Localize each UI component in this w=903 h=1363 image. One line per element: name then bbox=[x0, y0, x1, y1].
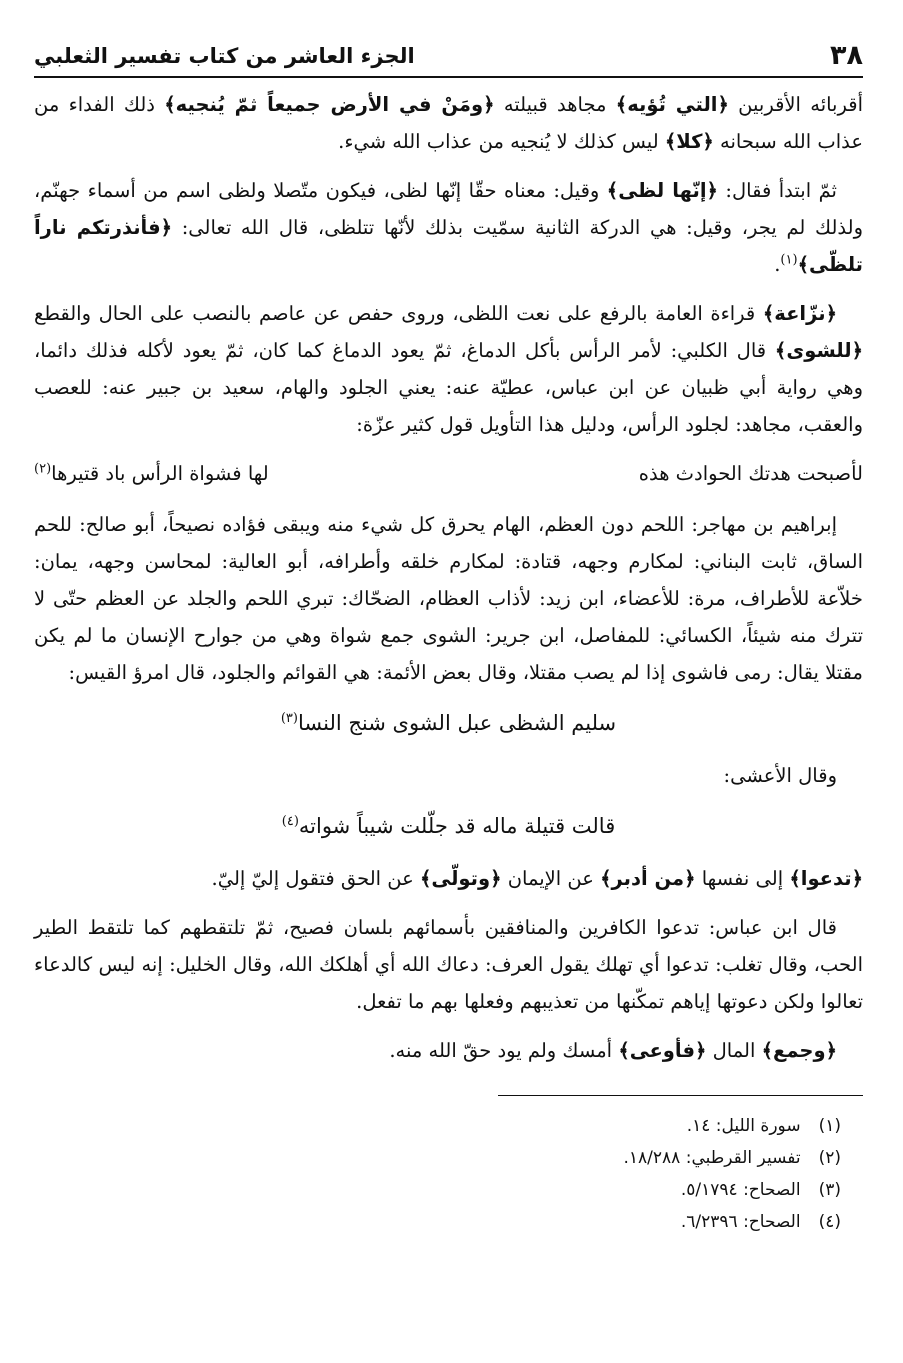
poetry-verse-1 bbox=[34, 455, 863, 492]
text-run: قراءة العامة بالرفع على نعت اللظى، وروى حفص عن عاصم بالنصب على الحال والقطع bbox=[34, 302, 763, 325]
quran-quote: ﴿فأنذرتكم ناراً تلظّى﴾ bbox=[34, 216, 863, 276]
text-run: سليم الشظى عبل الشوى شنج النسا bbox=[297, 711, 617, 735]
quran-quote: ﴿فأوعى﴾ bbox=[618, 1039, 707, 1062]
quran-quote: ﴿وتولّى﴾ bbox=[419, 867, 502, 890]
page-header bbox=[34, 30, 863, 78]
footnote-ref: (١) bbox=[780, 252, 798, 268]
footnote-item bbox=[34, 1142, 863, 1174]
text-run: أقربائه الأقربين bbox=[728, 93, 863, 116]
footnote-ref: (٣) bbox=[280, 711, 298, 726]
text-run: عن الحق فتقول إليّ إليّ. bbox=[211, 867, 420, 890]
footnotes-divider bbox=[498, 1095, 863, 1096]
paragraph-7 bbox=[34, 1032, 863, 1069]
text-run: ذلك الفداء من عذاب الله سبحانه bbox=[34, 93, 863, 153]
page-number: ٣٨ bbox=[830, 40, 863, 71]
footnote-item bbox=[34, 1206, 863, 1238]
paragraph-3 bbox=[34, 295, 863, 443]
paragraph-6 bbox=[34, 909, 863, 1020]
text-run: المال bbox=[706, 1039, 762, 1062]
quran-quote: ﴿إنّها لظى﴾ bbox=[606, 179, 718, 202]
text-run: مجاهد قبيلته bbox=[494, 93, 616, 116]
quran-quote: ﴿وجمع﴾ bbox=[761, 1039, 837, 1062]
quran-quote: ﴿من أدبر﴾ bbox=[600, 867, 696, 890]
quran-quote: ﴿كلا﴾ bbox=[664, 130, 714, 153]
footnotes bbox=[34, 1110, 863, 1238]
text-run: لها فشواة الرأس باد قتيرها bbox=[51, 462, 269, 485]
text-run: قال ابن عباس: تدعوا الكافرين والمنافقين بأسمائهم بلسان فصيح، ثمّ تلتقطهم كما تلتقط الطير الحب، وقال تغلب: تدعوا أي تهلك يقول العرف: دعاك الله أي أهلكك الله، وقال الخليل: إنه ليس كالدعاء تعالوا ولكن دعوتها إياهم تمكّنها من تعذيبهم وفعلها بهم ما تفعل. bbox=[34, 916, 863, 1013]
page-body bbox=[34, 86, 863, 1069]
running-title: الجزء العاشر من كتاب تفسير الثعلبي bbox=[34, 44, 415, 68]
text-run: ثمّ ابتدأ فقال: bbox=[717, 179, 837, 202]
quran-quote: ﴿ومَنْ في الأرض جميعاً ثمّ يُنجيه﴾ bbox=[164, 93, 495, 116]
text-run: إلى نفسها bbox=[695, 867, 790, 890]
footnote-text: الصحاح: ٦/٢٣٩٦. bbox=[680, 1212, 801, 1232]
paragraph-2 bbox=[34, 172, 863, 283]
text-run: ليس كذلك لا يُنجيه من عذاب الله شيء. bbox=[338, 130, 665, 153]
quran-quote: ﴿التي تُؤيه﴾ bbox=[615, 93, 729, 116]
text-run: إبراهيم بن مهاجر: اللحم دون العظم، الهام يحرق كل شيء منه ويبقى فؤاده نصيحاً، أبو صالح: للحم الساق، ثابت البناني: لمكارم وجهه، قتادة: لمكارم خلقه وأطرافه، أبو العالية: لمحاسن وجهه، يمان: خلاّعة للأطراف، مرة: للأعضاء، ابن زيد: لأذاب العظام، الضحّاك: تبري اللحم والجلد عن العظم حتّى لا تترك منه شيئاً، الكسائي: للمفاصل، ابن جرير: الشوى جمع شواة وهي من جوارح الإنسان ما لم يكن مقتلا يقال: رمى فاشوى إذا لم يصب مقتلا، وقال بعض الأئمة: هي القوائم والجلود، قال امرؤ القيس: bbox=[34, 513, 863, 684]
paragraph-4 bbox=[34, 506, 863, 691]
text-run: عن الإيمان bbox=[501, 867, 601, 890]
footnote-text: تفسير القرطبي: ١٨/٢٨٨. bbox=[623, 1148, 801, 1168]
footnote-ref: (٤) bbox=[281, 814, 299, 829]
footnote-text: سورة الليل: ١٤. bbox=[686, 1116, 801, 1136]
text-run: قالت قتيلة ماله قد جلّلت شيباً شواته bbox=[298, 814, 616, 838]
paragraph-1 bbox=[34, 86, 863, 160]
text-run: أمسك ولم يود حقّ الله منه. bbox=[389, 1039, 619, 1062]
verse-first-hemistich: لأصبحت هدتك الحوادث هذه bbox=[638, 462, 863, 485]
footnote-number: (٣) bbox=[818, 1180, 841, 1200]
text-run: قال الكلبي: لأمر الرأس بأكل الدماغ، ثمّ يعود الدماغ كما كان، ثمّ يعود لأكله فذلك دائما، وهي رواية أبي ظبيان عن ابن عباس، عطيّة عنه: يعني الجلود والهام، سعيد بن جبير عنه: للعصب والعقب، مجاهد: لجلود الرأس، ودليل هذا التأويل قول كثير عزّة: bbox=[34, 339, 863, 436]
line-asha: وقال الأعشى: bbox=[723, 764, 837, 787]
footnote-ref: (٢) bbox=[34, 461, 52, 477]
quran-quote: ﴿تدعوا﴾ bbox=[789, 867, 863, 890]
paragraph-5 bbox=[34, 860, 863, 897]
poetry-verse-3 bbox=[34, 806, 863, 846]
footnote-number: (٤) bbox=[818, 1212, 841, 1232]
quran-quote: ﴿للشوى﴾ bbox=[774, 339, 863, 362]
verse-second-hemistich bbox=[34, 455, 269, 492]
text-run: . bbox=[774, 253, 781, 276]
footnote-item bbox=[34, 1110, 863, 1142]
text-run: وقيل: معناه حقّا إنّها لظى، فيكون متّصلا ولظى اسم من أسماء جهنّم، ولذلك لم يجر، وقيل: هي الدركة الثانية سمّيت بذلك لأنّها تتلظى، قال الله تعالى: bbox=[34, 179, 863, 239]
footnote-text: الصحاح: ٥/١٧٩٤. bbox=[680, 1180, 801, 1200]
footnote-number: (١) bbox=[818, 1116, 841, 1136]
quran-quote: ﴿نزّاعة﴾ bbox=[762, 302, 837, 325]
footnote-item bbox=[34, 1174, 863, 1206]
footnote-number: (٢) bbox=[818, 1148, 841, 1168]
poetry-verse-2 bbox=[34, 703, 863, 743]
